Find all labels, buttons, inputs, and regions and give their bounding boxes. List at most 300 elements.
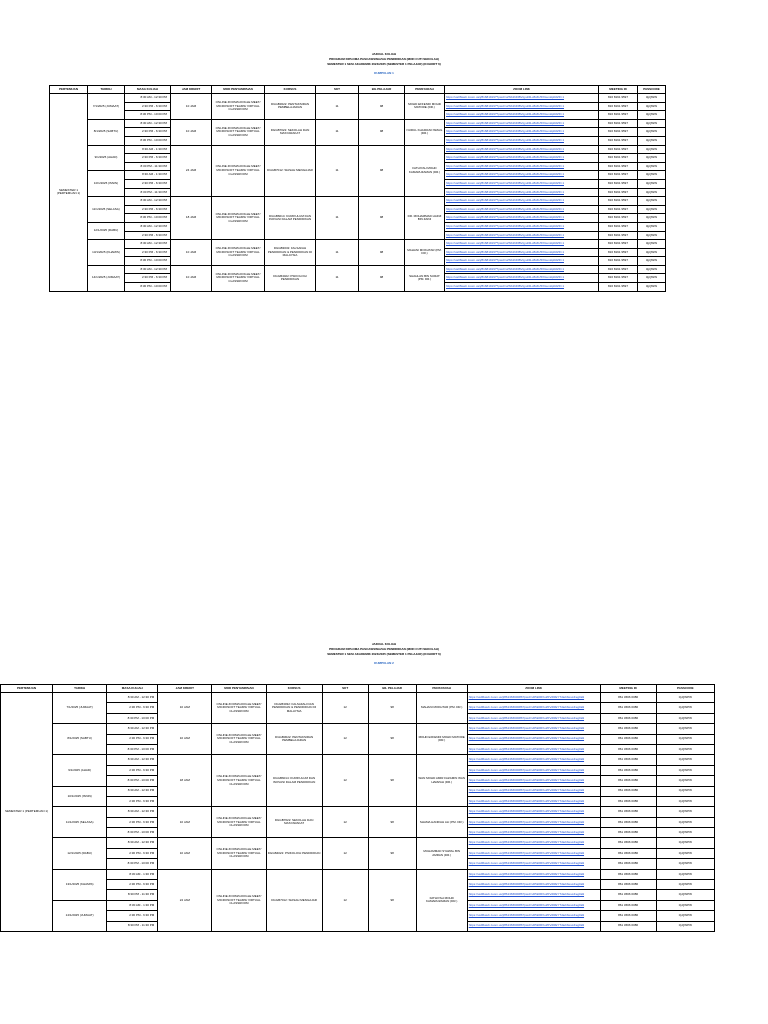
zoom-link[interactable]: https://us06web.zoom.us/j/81681919??pwd=xZNb1NDBVqyuDlLx8s6U5XGunHpb0ZFI.1 [445,274,599,283]
delivery-mode-cell: ONLINE ZOOM/GOOGLE MEET/ MICROSOFT TEAMS/ VIRTUAL CLASSROOM [212,119,265,145]
passcode-cell: 0yQWPW [656,693,714,703]
zoom-link[interactable]: https://us06web.zoom.us/j/86136660086?pwd=vD5k0RXuZFVdREYTdiebbwuxFeg0a9 [467,703,600,713]
time-cell: 2:30 PM - 6:30 PM [125,154,171,163]
zoom-link[interactable]: https://us06web.zoom.us/j/81681919??pwd=xZNb1NDBVqyuDlLx8s6U5XGunHpb0ZFI.1 [445,197,599,206]
passcode-cell: ifgQWW [638,197,666,206]
time-cell: 8:30 PM - 10:00 PM [125,136,171,145]
zoom-link[interactable]: https://us06web.zoom.us/j/86136660086?pwd=vD5k0RXuZFVdREYTdiebbwuxFeg0a9 [467,776,600,786]
meeting-id-cell: 816 8191 9597 [599,265,638,274]
meeting-id-cell: 861 3666 0086 [600,859,656,869]
table-row [50,94,666,103]
meeting-id-cell: 861 3666 0086 [600,786,656,796]
passcode-cell: 0yQWPW [656,713,714,723]
table-row [1,755,715,765]
passcode-cell: 0yQWPW [656,911,714,921]
credit-hours-cell: 18 JAM [171,197,212,240]
passcode-cell: ifgQWW [638,119,666,128]
skt-cell: 12 [322,807,368,838]
delivery-mode-cell: ONLINE ZOOM/GOOGLE MEET/ MICROSOFT TEAMS/ VIRTUAL CLASSROOM [212,724,266,755]
meeting-id-cell: 816 8191 9597 [599,222,638,231]
date-cell: 12/1/2025 (RABU) [53,838,107,869]
passcode-cell: 0yQWPW [656,796,714,806]
zoom-link[interactable]: https://us06web.zoom.us/j/81681919??pwd=xZNb1NDBVqyuDlLx8s6U5XGunHpb0ZFI.1 [445,111,599,120]
meeting-id-cell: 861 3666 0086 [600,911,656,921]
delivery-mode-cell: ONLINE ZOOM/GOOGLE MEET/ MICROSOFT TEAMS/ VIRTUAL CLASSROOM [212,693,266,724]
schedule-table [0,684,715,932]
time-cell: 2:30 PM - 6:30 PM [125,128,171,137]
zoom-link[interactable]: https://us06web.zoom.us/j/81681919??pwd=xZNb1NDBVqyuDlLx8s6U5XGunHpb0ZFI.1 [445,145,599,154]
meeting-id-cell: 861 3666 0086 [600,869,656,879]
zoom-link[interactable]: https://us06web.zoom.us/j/81681919??pwd=xZNb1NDBVqyuDlLx8s6U5XGunHpb0ZFI.1 [445,119,599,128]
passcode-cell: 0yQWPW [656,755,714,765]
zoom-link[interactable]: https://us06web.zoom.us/j/86136660086?pwd=vD5k0RXuZFVdREYTdiebbwuxFeg0a9 [467,900,600,910]
passcode-cell: 0yQWPW [656,776,714,786]
passcode-cell: ifgQWW [638,154,666,163]
lecturer-cell: WAN MOHD AMIR FAZAMIN WAN HAMZAH (DR.) [416,755,467,807]
zoom-link[interactable]: https://us06web.zoom.us/j/86136660086?pwd=vD5k0RXuZFVdREYTdiebbwuxFeg0a9 [467,921,600,931]
meeting-id-cell: 861 3666 0086 [600,744,656,754]
time-cell: 8:30 AM - 12:30 PM [107,693,158,703]
zoom-link[interactable]: https://us06web.zoom.us/j/81681919??pwd=xZNb1NDBVqyuDlLx8s6U5XGunHpb0ZFI.1 [445,154,599,163]
doc-semester: SEMESTER 1 SESI AKADEMIK 2024/2025 (SEMESTER 1 PELAJAR) (KOHORT 6) [327,62,441,66]
meeting-id-cell: 861 3666 0086 [600,807,656,817]
passcode-cell: 0yQWPW [656,734,714,744]
time-cell: 2:30 PM - 6:30 PM [107,734,158,744]
table-row [1,869,715,879]
date-cell: 13/1/2025 (KHAMIS) [88,240,125,266]
passcode-cell: ifgQWW [638,94,666,103]
student-count-cell: 98 [368,838,416,869]
date-cell: 7/1/2025 (JUMAAT) [53,693,107,724]
date-cell: 13/1/2025 (KHAMIS) [53,869,107,900]
skt-cell: 11 [316,240,359,266]
date-cell: 11/1/2025 (SELASA) [53,807,107,838]
lecturer-cell: MOHD EFFENDI MOHD MATORE (DR.) [405,94,445,120]
doc-program: PROGRAM DIPLOMA PASCASISWAZAH PENDIDIKAN (MOD CUTI SEKOLAH) [329,57,439,61]
skt-cell: 11 [316,265,359,291]
zoom-link[interactable]: https://us06web.zoom.us/j/86136660086?pwd=vD5k0RXuZFVdREYTdiebbwuxFeg0a9 [467,859,600,869]
skt-cell: 11 [316,145,359,197]
zoom-link[interactable]: https://us06web.zoom.us/j/81681919??pwd=xZNb1NDBVqyuDlLx8s6U5XGunHpb0ZFI.1 [445,162,599,171]
group-label: KUMPULAN 1 [374,71,394,75]
student-count-cell: 98 [359,145,405,197]
passcode-cell: 0yQWPW [656,900,714,910]
time-cell: 8:30 PM - 10:00 PM [107,828,158,838]
zoom-link[interactable]: https://us06web.zoom.us/j/86136660086?pwd=vD5k0RXuZFVdREYTdiebbwuxFeg0a9 [467,755,600,765]
time-cell: 8:30 PM - 10:00 PM [125,214,171,223]
time-cell: 8:30 AM - 12:30 PM [107,755,158,765]
meeting-id-cell: 861 3666 0086 [600,921,656,931]
zoom-link[interactable]: https://us06web.zoom.us/j/86136660086?pwd=vD5k0RXuZFVdREYTdiebbwuxFeg0a9 [467,828,600,838]
zoom-link[interactable]: https://us06web.zoom.us/j/86136660086?pwd=vD5k0RXuZFVdREYTdiebbwuxFeg0a9 [467,693,600,703]
zoom-link[interactable]: https://us06web.zoom.us/j/86136660086?pwd=vD5k0RXuZFVdREYTdiebbwuxFeg0a9 [467,869,600,879]
column-header: MEETING ID [600,685,656,693]
meeting-id-cell: 861 3666 0086 [600,776,656,786]
zoom-link[interactable]: https://us06web.zoom.us/j/86136660086?pwd=vD5k0RXuZFVdREYTdiebbwuxFeg0a9 [467,807,600,817]
time-cell: 8:30 AM - 1:30 PM [107,900,158,910]
table-row [50,197,666,206]
meeting-id-cell: 861 3666 0086 [600,828,656,838]
time-cell: 8:30 AM - 12:30 PM [125,197,171,206]
lecturer-cell: SHAMA HANIFAH ALI (PM. DR.) [416,807,467,838]
passcode-cell: 0yQWPW [656,703,714,713]
passcode-cell: 0yQWPW [656,838,714,848]
student-count-cell: 98 [368,755,416,807]
time-cell: 2:30 PM - 6:30 PM [125,205,171,214]
time-cell: 2:30 PM - 6:30 PM [125,179,171,188]
student-count-cell: 98 [368,724,416,755]
zoom-link[interactable]: https://us06web.zoom.us/j/86136660086?pwd=vD5k0RXuZFVdREYTdiebbwuxFeg0a9 [467,838,600,848]
meeting-id-cell: 861 3666 0086 [600,703,656,713]
meeting-id-cell: 861 3666 0086 [600,755,656,765]
sheet-header [0,642,768,666]
passcode-cell: ifgQWW [638,188,666,197]
zoom-link[interactable]: https://us06web.zoom.us/j/81681919??pwd=xZNb1NDBVqyuDlLx8s6U5XGunHpb0ZFI.1 [445,205,599,214]
zoom-link[interactable]: https://us06web.zoom.us/j/81681919??pwd=xZNb1NDBVqyuDlLx8s6U5XGunHpb0ZFI.1 [445,283,599,292]
meeting-id-cell: 816 8191 9597 [599,94,638,103]
skt-cell: 12 [322,838,368,869]
course-cell: DGGB3022: PENTAKSIRAN PEMBELAJARAN [265,94,316,120]
delivery-mode-cell: ONLINE ZOOM/GOOGLE MEET/ MICROSOFT TEAMS/ VIRTUAL CLASSROOM [212,145,265,197]
course-cell: DGGB4022: PSIKOLOGI PENDIDIKAN [265,265,316,291]
date-cell: 8/1/2025 (SABTU) [53,724,107,755]
meeting-id-cell: 816 8191 9597 [599,145,638,154]
skt-cell: 11 [316,197,359,240]
date-cell: 14/1/2025 (JUMAAT) [88,265,125,291]
credit-hours-cell: 10 JAM [171,119,212,145]
time-cell: 2:30 PM - 6:30 PM [107,848,158,858]
credit-hours-cell: 10 JAM [158,838,212,869]
column-header: TARIKH [53,685,107,693]
time-cell: 2:30 PM - 6:30 PM [107,880,158,890]
column-header: ZOOM LINK [445,86,599,94]
schedule-table [49,85,666,292]
passcode-cell: ifgQWW [638,162,666,171]
date-cell: 12/1/2025 (RABU) [88,222,125,239]
column-header: ZOOM LINK [467,685,600,693]
column-header: PENSYARAH [405,86,445,94]
delivery-mode-cell: ONLINE ZOOM/GOOGLE MEET/ MICROSOFT TEAMS/ VIRTUAL CLASSROOM [212,197,265,240]
doc-program: PROGRAM DIPLOMA PASCASISWAZAH PENDIDIKAN (MOD CUTI SEKOLAH) [329,647,439,651]
credit-hours-cell: 10 JAM [158,807,212,838]
zoom-link[interactable]: https://us06web.zoom.us/j/81681919??pwd=xZNb1NDBVqyuDlLx8s6U5XGunHpb0ZFI.1 [445,248,599,257]
delivery-mode-cell: ONLINE ZOOM/GOOGLE MEET/ MICROSOFT TEAMS/ VIRTUAL CLASSROOM [212,807,266,838]
time-cell: 8:30 PM - 10:00 PM [125,257,171,266]
date-cell: 9/1/2025 (AHAD) [88,145,125,171]
meeting-id-cell: 816 8191 9597 [599,283,638,292]
date-cell: 14/1/2025 (JUMAAT) [53,900,107,931]
column-header: PENSYARAH [416,685,467,693]
passcode-cell: ifgQWW [638,274,666,283]
passcode-cell: 0yQWPW [656,869,714,879]
column-header: BIL PELAJAR [368,685,416,693]
passcode-cell: ifgQWW [638,145,666,154]
zoom-link[interactable]: https://us06web.zoom.us/j/86136660086?pwd=vD5k0RXuZFVdREYTdiebbwuxFeg0a9 [467,848,600,858]
passcode-cell: ifgQWW [638,257,666,266]
course-cell: DGGB6014: KURIKULUM DAN INOVASI DALAM PENDIDIKAN [265,197,316,240]
student-count-cell: 98 [368,693,416,724]
zoom-link[interactable]: https://us06web.zoom.us/j/86136660086?pwd=vD5k0RXuZFVdREYTdiebbwuxFeg0a9 [467,796,600,806]
meeting-id-cell: 816 8191 9597 [599,102,638,111]
zoom-link[interactable]: https://us06web.zoom.us/j/81681919??pwd=xZNb1NDBVqyuDlLx8s6U5XGunHpb0ZFI.1 [445,257,599,266]
lecturer-cell: FATHIYAH MOHD KAMARUZAMAN (DR.) [405,145,445,197]
doc-title: JADUAL KULIAH [371,642,397,646]
skt-cell: 12 [322,869,368,931]
meeting-id-cell: 816 8191 9597 [599,231,638,240]
column-header: SKT [316,86,359,94]
credit-hours-cell: 10 JAM [158,693,212,724]
student-count-cell: 98 [359,265,405,291]
meeting-id-cell: 816 8191 9597 [599,162,638,171]
skt-cell: 11 [316,94,359,120]
zoom-link[interactable]: https://us06web.zoom.us/j/81681919??pwd=xZNb1NDBVqyuDlLx8s6U5XGunHpb0ZFI.1 [445,188,599,197]
skt-cell: 12 [322,724,368,755]
time-cell: 8:30 PM - 11:30 PM [107,921,158,931]
delivery-mode-cell: ONLINE ZOOM/GOOGLE MEET/ MICROSOFT TEAMS/ VIRTUAL CLASSROOM [212,265,265,291]
course-cell: DGGB7012: SIASAH MENGAJAR [265,145,316,197]
credit-hours-cell: 10 JAM [171,265,212,291]
delivery-mode-cell: ONLINE ZOOM/GOOGLE MEET/ MICROSOFT TEAMS/ VIRTUAL CLASSROOM [212,755,266,807]
zoom-link[interactable]: https://us06web.zoom.us/j/81681919??pwd=xZNb1NDBVqyuDlLx8s6U5XGunHpb0ZFI.1 [445,179,599,188]
time-cell: 8:30 PM - 11:30 PM [125,188,171,197]
passcode-cell: ifgQWW [638,128,666,137]
table-row [50,145,666,154]
meeting-id-cell: 816 8191 9597 [599,128,638,137]
meeting-id-cell: 861 3666 0086 [600,838,656,848]
passcode-cell: 0yQWPW [656,724,714,734]
passcode-cell: ifgQWW [638,231,666,240]
time-cell: 8:30 PM - 10:00 PM [125,283,171,292]
date-cell: 8/1/2025 (SABTU) [88,119,125,145]
passcode-cell: ifgQWW [638,222,666,231]
column-header: JAM KREDIT [171,86,212,94]
passcode-cell: ifgQWW [638,179,666,188]
time-cell: 8:30 AM - 1:30 PM [125,145,171,154]
time-cell: 2:30 PM - 6:30 PM [107,817,158,827]
lecturer-cell: DR. MOHAMMAD HAFIZ BIN ZAINI [405,197,445,240]
time-cell: 8:30 AM - 12:30 PM [125,222,171,231]
zoom-link[interactable]: https://us06web.zoom.us/j/81681919??pwd=xZNb1NDBVqyuDlLx8s6U5XGunHpb0ZFI.1 [445,136,599,145]
passcode-cell: 0yQWPW [656,890,714,900]
passcode-cell: ifgQWW [638,171,666,180]
credit-hours-cell: 24 JAM [158,869,212,931]
zoom-link[interactable]: https://us06web.zoom.us/j/86136660086?pwd=vD5k0RXuZFVdREYTdiebbwuxFeg0a9 [467,744,600,754]
table-row [50,240,666,249]
lecturer-cell: MAHANI MOKHTAR (PM. DR.) [405,240,445,266]
column-header: TARIKH [88,86,125,94]
time-cell: 8:30 AM - 1:30 PM [125,171,171,180]
zoom-link[interactable]: https://us06web.zoom.us/j/86136660086?pwd=vD5k0RXuZFVdREYTdiebbwuxFeg0a9 [467,724,600,734]
credit-hours-cell: 10 JAM [171,94,212,120]
time-cell: 8:30 PM - 10:00 PM [125,111,171,120]
time-cell: 8:30 AM - 12:30 PM [107,786,158,796]
table-row [50,119,666,128]
header-row [1,685,715,693]
table-row [1,724,715,734]
credit-hours-cell: 10 JAM [158,724,212,755]
group-label: KUMPULAN 2 [374,661,394,665]
skt-cell: 12 [322,693,368,724]
table-row [1,693,715,703]
delivery-mode-cell: ONLINE ZOOM/GOOGLE MEET/ MICROSOFT TEAMS/ VIRTUAL CLASSROOM [212,869,266,931]
zoom-link[interactable]: https://us06web.zoom.us/j/86136660086?pwd=vD5k0RXuZFVdREYTdiebbwuxFeg0a9 [467,911,600,921]
lecturer-cell: MUHAMMAD SYAWAL BIN AMRAN (DR.) [416,838,467,869]
time-cell: 2:30 PM - 6:30 PM [107,765,158,775]
meeting-id-cell: 816 8191 9597 [599,188,638,197]
time-cell: 2:30 PM - 6:30 PM [125,274,171,283]
time-cell: 2:30 PM - 6:30 PM [125,102,171,111]
zoom-link[interactable]: https://us06web.zoom.us/j/86136660086?pwd=vD5k0RXuZFVdREYTdiebbwuxFeg0a9 [467,890,600,900]
passcode-cell: 0yQWPW [656,807,714,817]
table-row [1,807,715,817]
passcode-cell: 0yQWPW [656,848,714,858]
student-count-cell: 98 [368,869,416,931]
delivery-mode-cell: ONLINE ZOOM/GOOGLE MEET/ MICROSOFT TEAMS/ VIRTUAL CLASSROOM [212,94,265,120]
delivery-mode-cell: ONLINE ZOOM/GOOGLE MEET/ MICROSOFT TEAMS/ VIRTUAL CLASSROOM [212,838,266,869]
column-header: BIL PELAJAR [359,86,405,94]
column-header: MEETING ID [599,86,638,94]
meeting-id-cell: 816 8191 9597 [599,240,638,249]
meeting-id-cell: 816 8191 9597 [599,214,638,223]
column-header: PERTEMUAN [1,685,53,693]
zoom-link[interactable]: https://us06web.zoom.us/j/81681919??pwd=xZNb1NDBVqyuDlLx8s6U5XGunHpb0ZFI.1 [445,94,599,103]
zoom-link[interactable]: https://us06web.zoom.us/j/81681919??pwd=xZNb1NDBVqyuDlLx8s6U5XGunHpb0ZFI.1 [445,231,599,240]
time-cell: 8:30 PM - 10:00 PM [107,713,158,723]
meeting-id-cell: 816 8191 9597 [599,154,638,163]
time-cell: 2:30 PM - 6:30 PM [125,248,171,257]
lecturer-cell: FATHIYAH MOHD KAMARUZAMAN (DR.) [416,869,467,931]
passcode-cell: ifgQWW [638,102,666,111]
time-cell: 8:30 AM - 12:30 PM [107,724,158,734]
credit-hours-cell: 18 JAM [158,755,212,807]
meeting-id-cell: 816 8191 9597 [599,197,638,206]
course-cell: DGGB3032: FALSAFAH DAN PENDIDIKAN & PENDIDIKAN DI MALAYSIA [266,693,322,724]
zoom-link[interactable]: https://us06web.zoom.us/j/86136660086?pwd=vD5k0RXuZFVdREYTdiebbwuxFeg0a9 [467,765,600,775]
passcode-cell: ifgQWW [638,214,666,223]
table-row [1,838,715,848]
passcode-cell: 0yQWPW [656,859,714,869]
time-cell: 8:30 AM - 12:30 PM [125,240,171,249]
passcode-cell: ifgQWW [638,240,666,249]
column-header: MOD PENYAMPAIAN [212,86,265,94]
course-cell: DGGB3022: PENTAKSIRAN PEMBELAJARAN [266,724,322,755]
meeting-id-cell: 816 8191 9597 [599,248,638,257]
column-header: SKT [322,685,368,693]
column-header: PASSCODE [656,685,714,693]
time-cell: 8:30 PM - 10:00 PM [107,744,158,754]
meeting-id-cell: 816 8191 9597 [599,257,638,266]
meeting-id-cell: 861 3666 0086 [600,796,656,806]
time-cell: 8:30 AM - 12:30 PM [125,94,171,103]
column-header: KURSUS [265,86,316,94]
passcode-cell: 0yQWPW [656,786,714,796]
time-cell: 2:30 PM - 6:30 PM [107,911,158,921]
zoom-link[interactable]: https://us06web.zoom.us/j/81681919??pwd=xZNb1NDBVqyuDlLx8s6U5XGunHpb0ZFI.1 [445,240,599,249]
schedule-sheet-kumpulan-1 [0,52,768,289]
zoom-link[interactable]: https://us06web.zoom.us/j/81681919??pwd=xZNb1NDBVqyuDlLx8s6U5XGunHpb0ZFI.1 [445,265,599,274]
passcode-cell: 0yQWPW [656,880,714,890]
passcode-cell: 0yQWPW [656,921,714,931]
student-count-cell: 98 [359,94,405,120]
schedule-sheet-kumpulan-2 [0,642,768,928]
meeting-id-cell: 816 8191 9597 [599,119,638,128]
doc-semester: SEMESTER 1 SESI AKADEMIK 2024/2025 (SEMESTER 1 PELAJAR) (KOHORT 6) [327,652,441,656]
passcode-cell: ifgQWW [638,136,666,145]
meeting-id-cell: 816 8191 9597 [599,111,638,120]
zoom-link[interactable]: https://us06web.zoom.us/j/86136660086?pwd=vD5k0RXuZFVdREYTdiebbwuxFeg0a9 [467,817,600,827]
pertemuan-cell: SEMESTER 1 (PERTEMUAN 1) [1,693,53,932]
course-cell: DGGB7022: SEKOLAH DAN MASYARAKAT [266,807,322,838]
lecturer-cell: MAHANI MOKHTAR (PM. DR.) [416,693,467,724]
column-header: MASA KULIAH [125,86,171,94]
time-cell: 8:30 PM - 11:30 PM [107,890,158,900]
passcode-cell: ifgQWW [638,248,666,257]
pertemuan-cell: SEMESTER 1 (PERTEMUAN 1) [50,94,88,292]
skt-cell: 12 [322,755,368,807]
header-row [50,86,666,94]
zoom-link[interactable]: https://us06web.zoom.us/j/81681919??pwd=xZNb1NDBVqyuDlLx8s6U5XGunHpb0ZFI.1 [445,102,599,111]
delivery-mode-cell: ONLINE ZOOM/GOOGLE MEET/ MICROSOFT TEAMS/ VIRTUAL CLASSROOM [212,240,265,266]
time-cell: 8:30 AM - 1:30 PM [107,869,158,879]
passcode-cell: 0yQWPW [656,744,714,754]
skt-cell: 11 [316,119,359,145]
meeting-id-cell: 861 3666 0086 [600,693,656,703]
zoom-link[interactable]: https://us06web.zoom.us/j/86136660086?pwd=vD5k0RXuZFVdREYTdiebbwuxFeg0a9 [467,713,600,723]
student-count-cell: 98 [368,807,416,838]
zoom-link[interactable]: https://us06web.zoom.us/j/81681919??pwd=xZNb1NDBVqyuDlLx8s6U5XGunHpb0ZFI.1 [445,128,599,137]
meeting-id-cell: 861 3666 0086 [600,724,656,734]
student-count-cell: 98 [359,197,405,240]
lecturer-cell: SHAHLAN BIN SURAT (PM. DR.) [405,265,445,291]
meeting-id-cell: 861 3666 0086 [600,848,656,858]
date-cell: 11/1/2025 (SELASA) [88,197,125,223]
credit-hours-cell: 24 JAM [171,145,212,197]
zoom-link[interactable]: https://us06web.zoom.us/j/86136660086?pwd=vD5k0RXuZFVdREYTdiebbwuxFeg0a9 [467,880,600,890]
time-cell: 8:30 AM - 12:30 PM [125,119,171,128]
time-cell: 2:30 PM - 6:30 PM [107,796,158,806]
date-cell: 10/1/2025 (ISNIN) [53,786,107,807]
course-cell: DGGB7022: SEKOLAH DAN MASYARAKAT [265,119,316,145]
meeting-id-cell: 816 8191 9597 [599,205,638,214]
meeting-id-cell: 861 3666 0086 [600,734,656,744]
time-cell: 8:30 AM - 12:30 PM [107,807,158,817]
column-header: JAM KREDIT [158,685,212,693]
meeting-id-cell: 816 8191 9597 [599,179,638,188]
lecturer-cell: MOHD EFFENDI MOHD MATORE (DR.) [416,724,467,755]
zoom-link[interactable]: https://us06web.zoom.us/j/86136660086?pwd=vD5k0RXuZFVdREYTdiebbwuxFeg0a9 [467,734,600,744]
time-cell: 8:30 AM - 12:30 PM [125,265,171,274]
zoom-link[interactable]: https://us06web.zoom.us/j/86136660086?pwd=vD5k0RXuZFVdREYTdiebbwuxFeg0a9 [467,786,600,796]
meeting-id-cell: 816 8191 9597 [599,171,638,180]
meeting-id-cell: 816 8191 9597 [599,136,638,145]
zoom-link[interactable]: https://us06web.zoom.us/j/81681919??pwd=xZNb1NDBVqyuDlLx8s6U5XGunHpb0ZFI.1 [445,214,599,223]
student-count-cell: 98 [359,119,405,145]
column-header: KURSUS [266,685,322,693]
date-cell: 10/1/2025 (ISNIN) [88,171,125,197]
table-row [50,265,666,274]
course-cell: DGGB7012: SIASAH MENGAJAR [266,869,322,931]
zoom-link[interactable]: https://us06web.zoom.us/j/81681919??pwd=xZNb1NDBVqyuDlLx8s6U5XGunHpb0ZFI.1 [445,222,599,231]
passcode-cell: 0yQWPW [656,817,714,827]
passcode-cell: ifgQWW [638,265,666,274]
passcode-cell: ifgQWW [638,111,666,120]
lecturer-cell: NURUL KHAIRANI ISMAIL (DR.) [405,119,445,145]
course-cell: DGGB4022: PSIKOLOGI PENDIDIKAN [266,838,322,869]
zoom-link[interactable]: https://us06web.zoom.us/j/81681919??pwd=xZNb1NDBVqyuDlLx8s6U5XGunHpb0ZFI.1 [445,171,599,180]
meeting-id-cell: 861 3666 0086 [600,880,656,890]
meeting-id-cell: 861 3666 0086 [600,900,656,910]
meeting-id-cell: 861 3666 0086 [600,817,656,827]
